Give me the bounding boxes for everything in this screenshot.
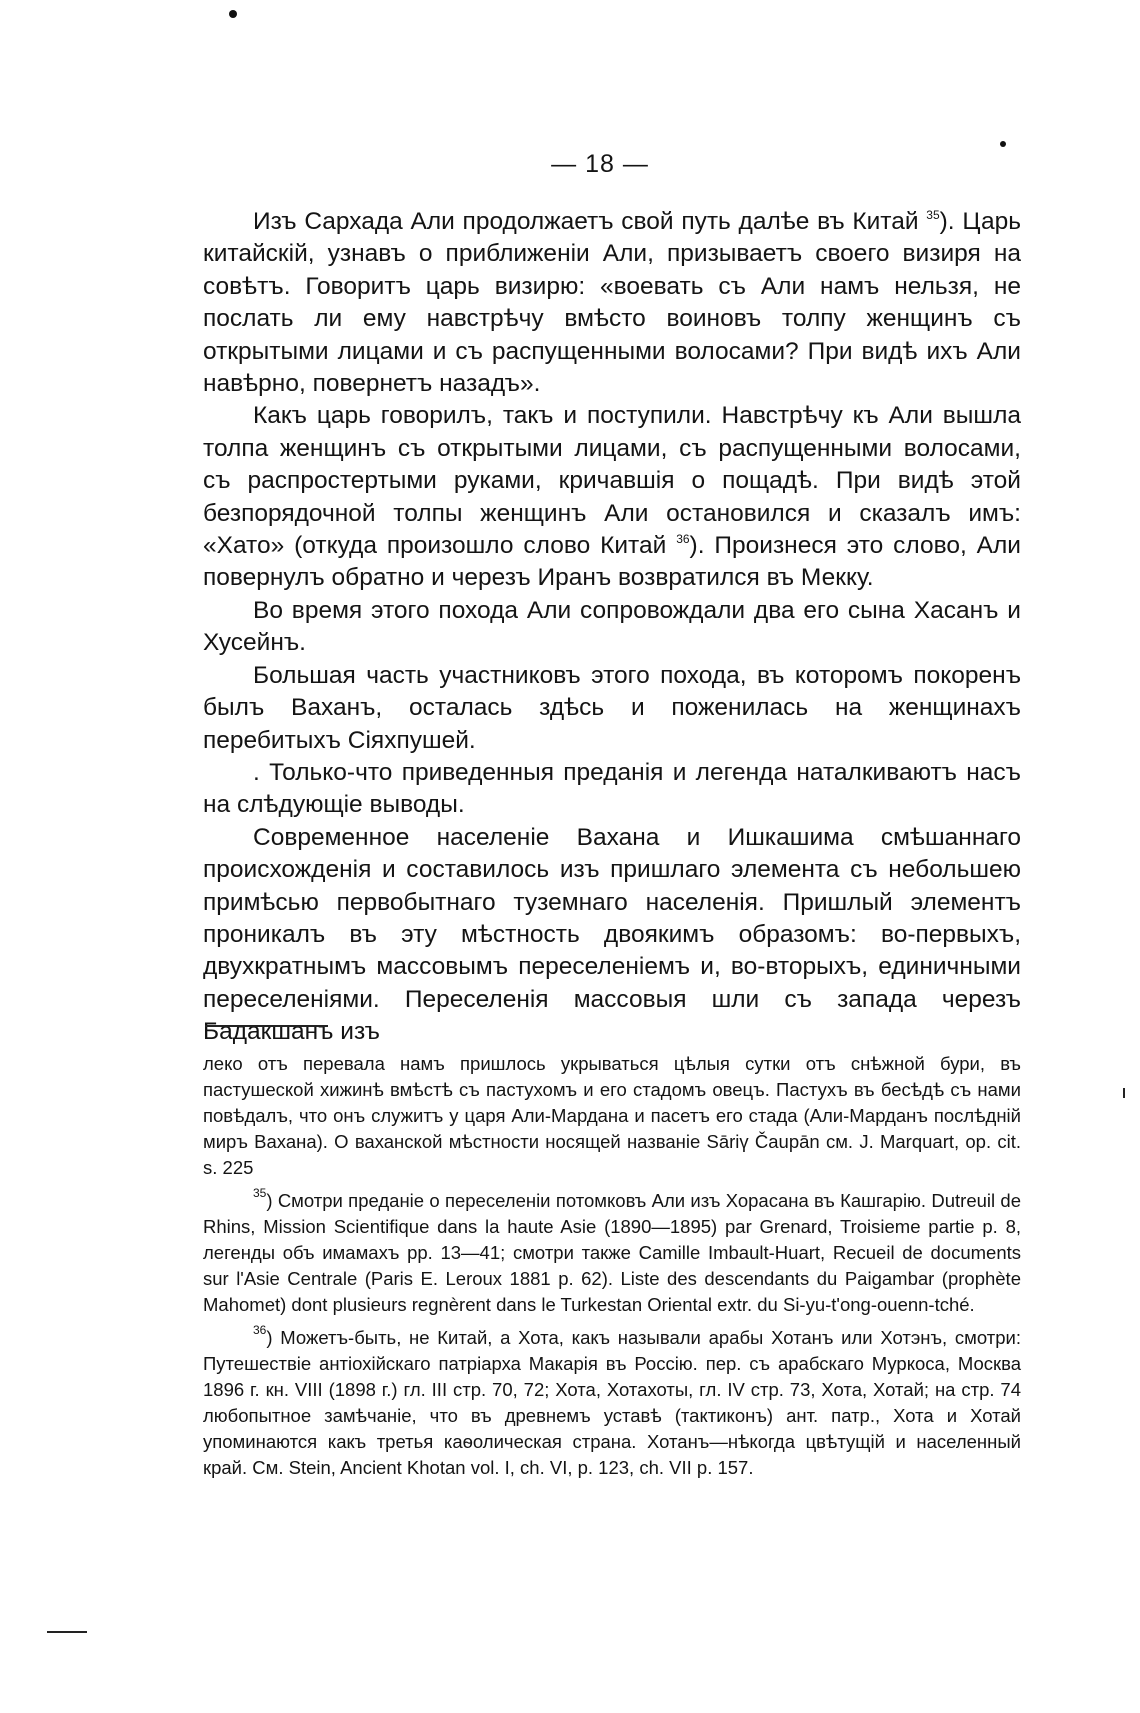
ink-spot-top-left xyxy=(229,10,237,18)
footnote-marker: 35 xyxy=(253,1186,267,1200)
text-run: Во время этого похода Али сопровождали два его сына Хасанъ и Хусейнъ. xyxy=(203,596,1021,657)
margin-tick-right xyxy=(1123,1088,1125,1098)
footnote-marker: 35 xyxy=(926,208,940,222)
footnote-separator xyxy=(205,1025,328,1027)
text-run: леко отъ перевала намъ пришлось укрываться цѣлыя сутки отъ снѣжной бури, въ пастушеской хижинѣ вмѣстѣ съ пастухомъ и его стадомъ овецъ. Пастухъ въ бесѣдѣ съ нами повѣдалъ, что онъ служитъ у царя Али-Мардана и пасетъ его стада (Али-Марданъ послѣдній миръ Вахана). О ваханской мѣстности носящей названіе Sāriү Čaupān см. J. Marquart, op. cit. s. 225 xyxy=(203,1053,1021,1178)
text-run: ). Произнеся это слово, Али повернулъ обратно и черезъ Иранъ возвратился въ Мекку. xyxy=(203,532,1021,592)
body-paragraph xyxy=(203,206,1021,400)
footnote-marker: 36 xyxy=(676,532,690,547)
footnote-paragraph xyxy=(203,1325,1021,1481)
body-paragraph xyxy=(203,822,1021,1049)
text-run: Большая часть участниковъ этого похода, въ которомъ покоренъ былъ Ваханъ, осталась здѣсь и поженилась на женщинахъ перебитыхъ Сіяхпушей. xyxy=(203,661,1021,754)
body-paragraph xyxy=(203,660,1021,757)
text-run: Изъ Сархада Али продолжаетъ свой путь далѣе въ Китай xyxy=(253,208,927,235)
footnote-paragraph xyxy=(203,1051,1021,1181)
body-paragraph xyxy=(203,400,1021,594)
text-run: ). Царь китайскій, узнавъ о приближеніи Али, призываетъ своего визиря на совѣтъ. Говоритъ царь визирю: «воевать съ Али намъ нельзя, не послать ли ему навстрѣчу вмѣсто воиновъ толпу женщинъ съ открытыми лицами и съ распущенными волосами? При видѣ ихъ Али навѣрно, повернетъ назадъ». xyxy=(203,208,1022,398)
footnote-marker: 36 xyxy=(253,1323,267,1337)
ink-spot-top-right xyxy=(1000,141,1006,147)
text-run: Какъ царь говорилъ, такъ и поступили. Навстрѣчу къ Али вышла толпа женщинъ съ открытыми лицами, съ распущенными волосами, съ распростертыми руками, кричавшія о пощадѣ. При видѣ этой безпорядочной толпы женщинъ Али остановился и сказалъ имъ: «Хато» (откуда произошло слово Китай xyxy=(203,402,1021,560)
body-paragraph xyxy=(203,595,1021,660)
body-paragraph xyxy=(203,757,1021,822)
footnote-paragraph xyxy=(203,1188,1021,1318)
page-number: — 18 — xyxy=(551,150,649,178)
footnotes xyxy=(203,1051,1021,1488)
main-text xyxy=(203,206,1021,1049)
text-run: ) Смотри преданіе о переселеніи потомковъ Али изъ Хорасана въ Кашгарію. Dutreuil de Rhins, Mission Scientifique dans la haute Asie (1890—1895) par Grenard, Troisieme partie p. 8, легенды объ имамахъ pp. 13—41; смотри также Camille Imbault-Huart, Recueil de documents sur l'Asie Centrale (Paris E. Leroux 1881 p. 62). Liste des descendants du Paigambar (prophète Mahomet) dont plusieurs regnèrent dans le Turkestan Oriental extr. du Si-yu-t'ong-ouenn-tché. xyxy=(203,1190,1021,1315)
margin-dash-bottom-left xyxy=(47,1631,87,1633)
text-run: Современное населеніе Вахана и Ишкашима смѣшаннаго происхожденія и составилось изъ пришлаго элемента съ небольшею примѣсью первобытнаго туземнаго населенія. Пришлый элементъ проникалъ въ эту мѣстность двоякимъ образомъ: во-первыхъ, двухкратнымъ массовымъ переселеніемъ и, во-вторыхъ, единичными переселеніями. Переселенія массовыя шли съ запада черезъ Бадакшанъ изъ xyxy=(203,823,1021,1046)
text-run: ) Можетъ-быть, не Китай, а Хота, какъ называли арабы Хотанъ или Хотэнъ, смотри: Путешествіе антіохійскаго патріарха Макарія въ Россію. пер. съ арабскаго Муркоса, Москва 1896 г. кн. VIII (1898 г.) гл. III стр. 70, 72; Хота, Хотахоты, гл. IV стр. 73, Хота, Хотай; на стр. 74 любопытное замѣчаніе, что въ древнемъ уставѣ (тактиконъ) ант. патр., Хота и Хотай упоминаются какъ третья каѳолическая страна. Хотанъ—нѣкогда цвѣтущій и населенный край. См. Stein, Ancient Khotan vol. I, ch. VI, p. 123, ch. VII p. 157. xyxy=(203,1327,1021,1478)
text-run: . Только-что приведенныя преданія и легенда наталкиваютъ насъ на слѣдующіе выводы. xyxy=(203,758,1021,819)
